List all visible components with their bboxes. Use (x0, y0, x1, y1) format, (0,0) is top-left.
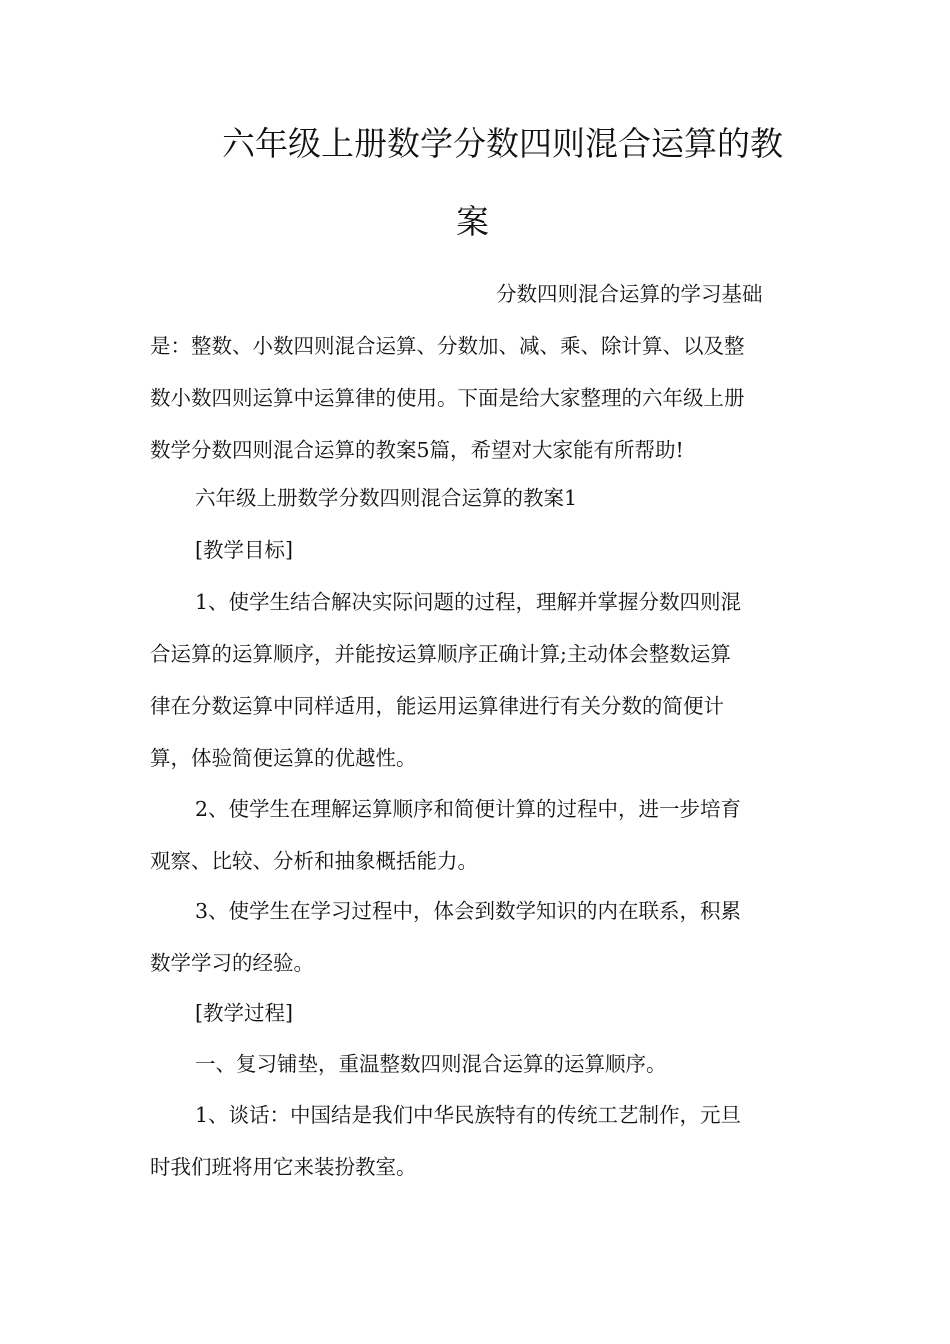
objective-3-line: 数学学习的经验。 (150, 951, 314, 975)
objective-1-paragraph (150, 576, 805, 784)
objective-2-line: 2、使学生在理解运算顺序和简便计算的过程中，进一步培育 (195, 797, 742, 821)
intro-paragraph (150, 268, 805, 476)
process-heading (150, 987, 805, 1039)
document-title-line-1: 六年级上册数学分数四则混合运算的教 (222, 124, 783, 163)
objectives-heading (150, 524, 805, 576)
objective-3-paragraph (150, 885, 805, 989)
process-heading-text: [教学过程] (195, 1001, 293, 1025)
intro-line: 数学分数四则混合运算的教案5篇，希望对大家能有所帮助! (150, 438, 684, 462)
intro-line: 是：整数、小数四则混合运算、分数加、减、乘、除计算、以及整 (150, 334, 745, 358)
step-1-1-paragraph (150, 1089, 805, 1193)
objectives-heading-text: [教学目标] (195, 538, 293, 562)
section-title (150, 472, 805, 524)
step-1 (150, 1038, 805, 1090)
objective-1-line: 合运算的运算顺序，并能按运算顺序正确计算;主动体会整数运算 (150, 642, 731, 666)
objective-1-line: 1、使学生结合解决实际问题的过程，理解并掌握分数四则混 (195, 590, 742, 614)
objective-2-paragraph (150, 783, 805, 887)
objective-1-line: 律在分数运算中同样适用，能运用运算律进行有关分数的简便计 (150, 694, 724, 718)
intro-line: 分数四则混合运算的学习基础 (496, 282, 763, 306)
document-title-line-2: 案 (456, 202, 489, 241)
objective-1-line: 算，体验简便运算的优越性。 (150, 746, 417, 770)
objective-2-line: 观察、比较、分析和抽象概括能力。 (150, 849, 478, 873)
intro-line: 数小数四则运算中运算律的使用。下面是给大家整理的六年级上册 (150, 386, 745, 410)
step-1-1-line: 时我们班将用它来装扮教室。 (150, 1155, 417, 1179)
section-title-text: 六年级上册数学分数四则混合运算的教案1 (195, 486, 578, 510)
step-1-text: 一、复习铺垫，重温整数四则混合运算的运算顺序。 (195, 1052, 667, 1076)
objective-3-line: 3、使学生在学习过程中，体会到数学知识的内在联系，积累 (195, 899, 742, 923)
step-1-1-line: 1、谈话：中国结是我们中华民族特有的传统工艺制作，元旦 (195, 1103, 742, 1127)
